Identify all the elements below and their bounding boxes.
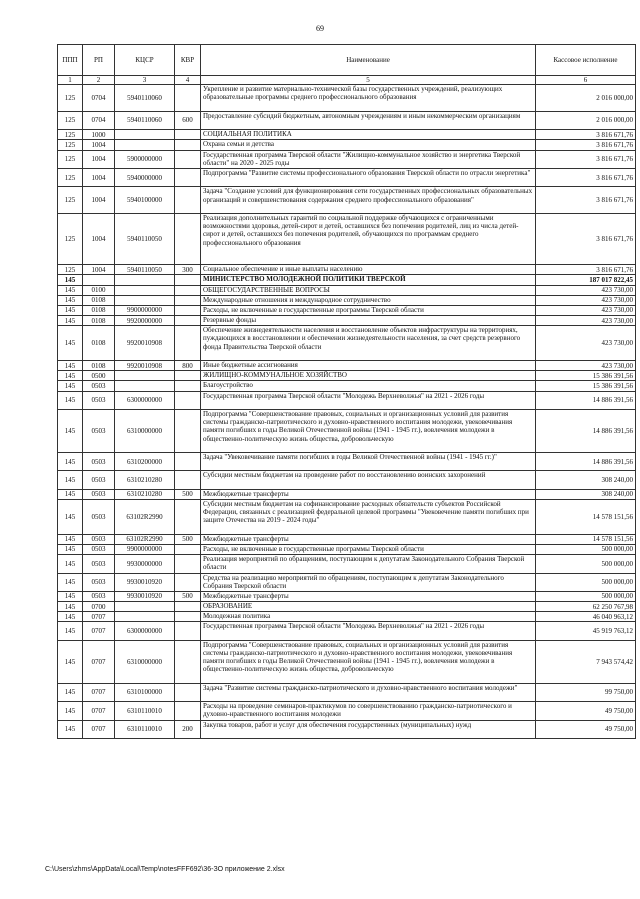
cell-kcsr: 5900000000 [115, 150, 175, 168]
table-row [58, 285, 636, 295]
table-row [58, 499, 636, 534]
cell-ppp: 145 [58, 410, 83, 453]
cell-rp: 0503 [83, 573, 115, 591]
table-row [58, 316, 636, 326]
cell-ppp: 145 [58, 499, 83, 534]
cell-ppp: 145 [58, 295, 83, 305]
cell-kvr [175, 371, 201, 381]
cell-ppp: 145 [58, 361, 83, 371]
cell-name: ЖИЛИЩНО-КОММУНАЛЬНОЕ ХОЗЯЙСТВО [201, 371, 536, 381]
table-row [58, 140, 636, 150]
cell-amount: 3 816 671,76 [536, 187, 636, 214]
cell-name: Укрепление и развитие материально-технической базы государственных учреждений, реализующих образовательные программы среднего профессионального образования [201, 85, 536, 112]
cell-amount: 500 000,00 [536, 573, 636, 591]
cell-amount: 14 578 151,56 [536, 534, 636, 544]
table-row [58, 612, 636, 622]
cell-kvr: 500 [175, 489, 201, 499]
cell-ppp: 125 [58, 213, 83, 264]
table-row [58, 555, 636, 573]
cell-ppp: 125 [58, 130, 83, 140]
cell-name: Предоставление субсидий бюджетным, автономным учреждениям и иным некоммерческим организациям [201, 111, 536, 129]
cell-kcsr [115, 612, 175, 622]
header-kvr: КВР [175, 45, 201, 76]
cell-kcsr: 63102R2990 [115, 499, 175, 534]
table-row [58, 111, 636, 129]
cell-name: Средства на реализацию мероприятий по обращениям, поступающим к депутатам Законодательного Собрания Тверской области [201, 573, 536, 591]
cell-kcsr [115, 602, 175, 612]
column-number: 3 [115, 76, 175, 85]
cell-rp: 1004 [83, 150, 115, 168]
footer-file-path: C:\Users\zhms\AppData\Local\Temp\notesFFF692\36-ЗО приложение 2.xlsx [45, 866, 285, 873]
cell-name: Подпрограмма "Совершенствование правовых, социальных и организационных условий для развития системы гражданско-патриотического и духовно-нравственного воспитания молодежи, увековечивания памяти погибших в годы Великой Отечественной войны (1941 - 1945 гг.), вовлечения молодежи в общественно-политическую жизнь общества, добровольческую [201, 410, 536, 453]
cell-kvr [175, 702, 201, 720]
cell-amount: 3 816 671,76 [536, 213, 636, 264]
cell-name: Межбюджетные трансферты [201, 591, 536, 601]
table-row [58, 381, 636, 391]
header-ppp: ППП [58, 45, 83, 76]
cell-kcsr [115, 295, 175, 305]
table-row [58, 361, 636, 371]
cell-rp: 0707 [83, 683, 115, 701]
cell-ppp: 145 [58, 391, 83, 409]
cell-kcsr: 5940000000 [115, 168, 175, 186]
table-row [58, 265, 636, 275]
header-kcsr: КЦСР [115, 45, 175, 76]
cell-kvr [175, 381, 201, 391]
cell-kcsr: 6310110010 [115, 720, 175, 738]
table-row [58, 471, 636, 489]
cell-ppp: 145 [58, 371, 83, 381]
cell-amount: 500 000,00 [536, 544, 636, 554]
cell-name: Задача "Увековечивание памяти погибших в годы Великой Отечественной войны (1941 - 1945 гг.)" [201, 453, 536, 471]
cell-name: Реализация дополнительных гарантий по социальной поддержке обучающихся с ограниченными возможностями здоровья, детей-сирот и детей, оставшихся без попечения родителей, лиц из числа детей-сирот и детей, оставшихся без попечения родителей, обучающихся по программам среднего профессионального образования [201, 213, 536, 264]
cell-kvr [175, 544, 201, 554]
column-number: 4 [175, 76, 201, 85]
cell-rp: 0704 [83, 85, 115, 112]
cell-name: Закупка товаров, работ и услуг для обеспечения государственных (муниципальных) нужд [201, 720, 536, 738]
cell-ppp: 145 [58, 275, 83, 285]
cell-ppp: 125 [58, 140, 83, 150]
cell-name: Расходы, не включенные в государственные программы Тверской области [201, 544, 536, 554]
cell-amount: 500 000,00 [536, 555, 636, 573]
cell-amount: 3 816 671,76 [536, 265, 636, 275]
table-row [58, 591, 636, 601]
cell-amount: 14 886 391,56 [536, 410, 636, 453]
cell-name: Межбюджетные трансферты [201, 489, 536, 499]
cell-rp: 0503 [83, 591, 115, 601]
cell-rp: 0108 [83, 305, 115, 315]
table-row [58, 305, 636, 315]
cell-rp: 0700 [83, 602, 115, 612]
table-row [58, 602, 636, 612]
cell-ppp: 145 [58, 381, 83, 391]
cell-amount: 46 040 963,12 [536, 612, 636, 622]
cell-rp: 0503 [83, 499, 115, 534]
cell-kcsr: 5940110050 [115, 213, 175, 264]
cell-amount: 14 578 151,56 [536, 499, 636, 534]
column-number: 1 [58, 76, 83, 85]
cell-kvr [175, 130, 201, 140]
cell-ppp: 145 [58, 683, 83, 701]
cell-amount: 14 886 391,56 [536, 391, 636, 409]
cell-ppp: 145 [58, 640, 83, 683]
cell-kcsr: 6310210280 [115, 489, 175, 499]
cell-amount: 423 730,00 [536, 361, 636, 371]
table-row [58, 130, 636, 140]
cell-amount: 49 750,00 [536, 720, 636, 738]
page-number: 69 [316, 24, 324, 33]
cell-rp: 0503 [83, 381, 115, 391]
cell-amount: 3 816 671,76 [536, 140, 636, 150]
cell-ppp: 145 [58, 326, 83, 361]
cell-ppp: 145 [58, 602, 83, 612]
cell-kcsr: 9930000000 [115, 555, 175, 573]
cell-amount: 187 017 822,45 [536, 275, 636, 285]
cell-kvr [175, 573, 201, 591]
table-row [58, 622, 636, 640]
table-row [58, 187, 636, 214]
table-row [58, 168, 636, 186]
cell-amount: 3 816 671,76 [536, 130, 636, 140]
cell-kvr: 200 [175, 720, 201, 738]
cell-amount: 45 919 763,12 [536, 622, 636, 640]
cell-kcsr: 6310000000 [115, 640, 175, 683]
cell-ppp: 145 [58, 305, 83, 315]
cell-name: Задача "Создание условий для функционирования сети государственных профессиональных образовательных организаций и совершенствования содержания среднего профессионального образования" [201, 187, 536, 214]
table-row [58, 85, 636, 112]
cell-ppp: 125 [58, 111, 83, 129]
cell-kvr [175, 150, 201, 168]
cell-kcsr: 6300000000 [115, 622, 175, 640]
cell-kcsr: 6310110010 [115, 702, 175, 720]
table-body [58, 76, 636, 739]
cell-rp: 0707 [83, 720, 115, 738]
cell-name: Субсидии местным бюджетам на проведение работ по восстановлению воинских захоронений [201, 471, 536, 489]
column-number: 6 [536, 76, 636, 85]
cell-kvr: 500 [175, 591, 201, 601]
cell-kvr [175, 612, 201, 622]
cell-rp: 0503 [83, 410, 115, 453]
cell-name: Иные бюджетные ассигнования [201, 361, 536, 371]
table-row [58, 489, 636, 499]
cell-amount: 3 816 671,76 [536, 150, 636, 168]
cell-rp: 0500 [83, 371, 115, 381]
cell-kcsr [115, 130, 175, 140]
cell-name: Субсидии местным бюджетам на софинансирование расходных обязательств субъектов Российской Федерации, связанных с реализацией федеральной целевой программы "Увековечение памяти погибших при защите Отечества на 2019 - 2024 годы" [201, 499, 536, 534]
cell-rp: 1004 [83, 168, 115, 186]
cell-kcsr: 9900000000 [115, 544, 175, 554]
table-row [58, 640, 636, 683]
cell-ppp: 125 [58, 85, 83, 112]
column-number: 2 [83, 76, 115, 85]
cell-name: Государственная программа Тверской области "Молодежь Верхневолжья" на 2021 - 2026 годы [201, 391, 536, 409]
cell-kvr [175, 640, 201, 683]
cell-name: Расходы на проведение семинаров-практикумов по совершенствованию гражданско-патриотического и духовно-нравственного воспитания молодежи [201, 702, 536, 720]
cell-ppp: 145 [58, 720, 83, 738]
cell-kvr [175, 295, 201, 305]
cell-kvr [175, 187, 201, 214]
cell-ppp: 125 [58, 168, 83, 186]
cell-kvr [175, 275, 201, 285]
table-row [58, 326, 636, 361]
cell-name: Государственная программа Тверской области "Молодежь Верхневолжья" на 2021 - 2026 годы [201, 622, 536, 640]
cell-kcsr: 5940110060 [115, 85, 175, 112]
cell-ppp: 145 [58, 702, 83, 720]
cell-kcsr: 6310100000 [115, 683, 175, 701]
cell-rp: 0707 [83, 702, 115, 720]
table-row [58, 534, 636, 544]
cell-kvr [175, 602, 201, 612]
cell-name: Резервные фонды [201, 316, 536, 326]
table-row [58, 275, 636, 285]
cell-kvr: 600 [175, 111, 201, 129]
cell-ppp: 145 [58, 489, 83, 499]
table-header [58, 45, 636, 76]
cell-amount: 15 386 391,56 [536, 371, 636, 381]
cell-name: Обеспечение жизнедеятельности населения и восстановление объектов инфраструктуры на территориях, пуждающихся в восстановлении и обеспечении жизнедеятельности населения, за счет средств резервного фонда Правительства Тверской области [201, 326, 536, 361]
cell-kcsr: 5940100000 [115, 187, 175, 214]
cell-kvr [175, 213, 201, 264]
cell-kcsr: 63102R2990 [115, 534, 175, 544]
cell-ppp: 145 [58, 622, 83, 640]
cell-kcsr: 9920010908 [115, 326, 175, 361]
cell-rp: 1000 [83, 130, 115, 140]
table-row [58, 213, 636, 264]
cell-amount: 15 386 391,56 [536, 381, 636, 391]
cell-amount: 308 240,00 [536, 471, 636, 489]
cell-name: СОЦИАЛЬНАЯ ПОЛИТИКА [201, 130, 536, 140]
cell-ppp: 145 [58, 612, 83, 622]
cell-ppp: 125 [58, 265, 83, 275]
cell-name: Реализация мероприятий по обращениям, поступающим к депутатам Законодательного Собрания Тверской области [201, 555, 536, 573]
cell-kcsr [115, 371, 175, 381]
cell-name: Расходы, не включенные в государственные программы Тверской области [201, 305, 536, 315]
cell-amount: 99 750,00 [536, 683, 636, 701]
cell-name: Социальное обеспечение и иные выплаты населению [201, 265, 536, 275]
cell-kvr [175, 410, 201, 453]
cell-amount: 2 016 000,00 [536, 111, 636, 129]
cell-rp: 0704 [83, 111, 115, 129]
cell-ppp: 145 [58, 316, 83, 326]
cell-name: МИНИСТЕРСТВО МОЛОДЕЖНОЙ ПОЛИТИКИ ТВЕРСКОЙ [201, 275, 536, 285]
cell-kvr [175, 85, 201, 112]
cell-kcsr: 9920000000 [115, 316, 175, 326]
cell-amount: 49 750,00 [536, 702, 636, 720]
cell-ppp: 145 [58, 544, 83, 554]
table-row [58, 573, 636, 591]
cell-kvr: 300 [175, 265, 201, 275]
cell-amount: 423 730,00 [536, 326, 636, 361]
header-rp: РП [83, 45, 115, 76]
header-amount: Кассовое исполнение [536, 45, 636, 76]
cell-kcsr [115, 381, 175, 391]
cell-kcsr: 9900000000 [115, 305, 175, 315]
cell-rp: 0100 [83, 285, 115, 295]
table-row [58, 410, 636, 453]
cell-rp: 0503 [83, 555, 115, 573]
cell-amount: 423 730,00 [536, 295, 636, 305]
cell-amount: 2 016 000,00 [536, 85, 636, 112]
cell-kcsr [115, 275, 175, 285]
cell-name: Межбюджетные трансферты [201, 534, 536, 544]
cell-name: Государственная программа Тверской области "Жилищно-коммунальное хозяйство и энергетика Тверской области" на 2020 - 2025 годы [201, 150, 536, 168]
cell-amount: 7 943 574,42 [536, 640, 636, 683]
cell-rp: 1004 [83, 140, 115, 150]
cell-kvr [175, 499, 201, 534]
cell-amount: 3 816 671,76 [536, 168, 636, 186]
cell-kcsr: 9930010920 [115, 591, 175, 601]
table-row [58, 683, 636, 701]
cell-kvr [175, 326, 201, 361]
cell-kvr [175, 316, 201, 326]
cell-rp: 0503 [83, 489, 115, 499]
cell-rp: 1004 [83, 213, 115, 264]
cell-rp: 1004 [83, 187, 115, 214]
cell-kvr [175, 391, 201, 409]
cell-kvr [175, 622, 201, 640]
cell-amount: 14 886 391,56 [536, 453, 636, 471]
cell-ppp: 125 [58, 187, 83, 214]
table-row [58, 391, 636, 409]
cell-kvr [175, 285, 201, 295]
cell-name: Подпрограмма "Развитие системы профессионального образования Тверской области по отрасли энергетика" [201, 168, 536, 186]
cell-amount: 423 730,00 [536, 285, 636, 295]
cell-kcsr [115, 140, 175, 150]
cell-rp: 0108 [83, 316, 115, 326]
table-row [58, 702, 636, 720]
cell-ppp: 145 [58, 573, 83, 591]
cell-kvr: 800 [175, 361, 201, 371]
cell-ppp: 145 [58, 591, 83, 601]
cell-rp: 1004 [83, 265, 115, 275]
cell-kcsr: 5940110050 [115, 265, 175, 275]
cell-name: Молодежная политика [201, 612, 536, 622]
cell-kvr [175, 305, 201, 315]
cell-rp: 0503 [83, 544, 115, 554]
cell-kcsr: 5940110060 [115, 111, 175, 129]
cell-kcsr: 9920010908 [115, 361, 175, 371]
cell-ppp: 145 [58, 555, 83, 573]
cell-rp: 0707 [83, 622, 115, 640]
cell-name: Благоустройство [201, 381, 536, 391]
table-row [58, 150, 636, 168]
cell-kvr [175, 140, 201, 150]
cell-kvr [175, 683, 201, 701]
cell-ppp: 145 [58, 534, 83, 544]
cell-ppp: 145 [58, 471, 83, 489]
table-row [58, 544, 636, 554]
cell-rp: 0503 [83, 471, 115, 489]
cell-amount: 500 000,00 [536, 591, 636, 601]
cell-rp: 0503 [83, 391, 115, 409]
table-row [58, 295, 636, 305]
column-number: 5 [201, 76, 536, 85]
cell-amount: 62 250 767,98 [536, 602, 636, 612]
cell-kcsr: 9930010920 [115, 573, 175, 591]
cell-name: ОБЩЕГОСУДАРСТВЕННЫЕ ВОПРОСЫ [201, 285, 536, 295]
cell-kcsr: 6310000000 [115, 410, 175, 453]
header-name: Наименование [201, 45, 536, 76]
cell-amount: 423 730,00 [536, 305, 636, 315]
cell-ppp: 145 [58, 285, 83, 295]
cell-rp: 0503 [83, 534, 115, 544]
cell-rp: 0707 [83, 640, 115, 683]
table-row [58, 453, 636, 471]
cell-rp: 0108 [83, 361, 115, 371]
cell-name: Подпрограмма "Совершенствование правовых, социальных и организационных условий для развития системы гражданско-патриотического и духовно-нравственного воспитания молодежи, увековечивания памяти погибших в годы Великой Отечественной войны (1941 - 1945 гг.), вовлечения молодежи в общественно-политическую жизнь общества, добровольческую [201, 640, 536, 683]
cell-rp: 0707 [83, 612, 115, 622]
cell-kvr [175, 453, 201, 471]
cell-kcsr [115, 285, 175, 295]
cell-amount: 423 730,00 [536, 316, 636, 326]
budget-table [57, 44, 636, 739]
cell-rp: 0108 [83, 295, 115, 305]
cell-rp: 0108 [83, 326, 115, 361]
cell-kcsr: 6300000000 [115, 391, 175, 409]
cell-kvr [175, 555, 201, 573]
cell-name: ОБРАЗОВАНИЕ [201, 602, 536, 612]
cell-ppp: 125 [58, 150, 83, 168]
cell-name: Задача "Развитие системы гражданско-патриотического и духовно-нравственного воспитания молодежи" [201, 683, 536, 701]
table-row [58, 371, 636, 381]
cell-kcsr: 6310210280 [115, 471, 175, 489]
cell-kcsr: 6310200000 [115, 453, 175, 471]
table-row [58, 720, 636, 738]
cell-rp: 0503 [83, 453, 115, 471]
cell-ppp: 145 [58, 453, 83, 471]
cell-amount: 308 240,00 [536, 489, 636, 499]
cell-name: Охрана семьи и детства [201, 140, 536, 150]
cell-rp [83, 275, 115, 285]
cell-kvr: 500 [175, 534, 201, 544]
cell-name: Международные отношения и международное сотрудничество [201, 295, 536, 305]
cell-kvr [175, 471, 201, 489]
column-number-row [58, 76, 636, 85]
cell-kvr [175, 168, 201, 186]
